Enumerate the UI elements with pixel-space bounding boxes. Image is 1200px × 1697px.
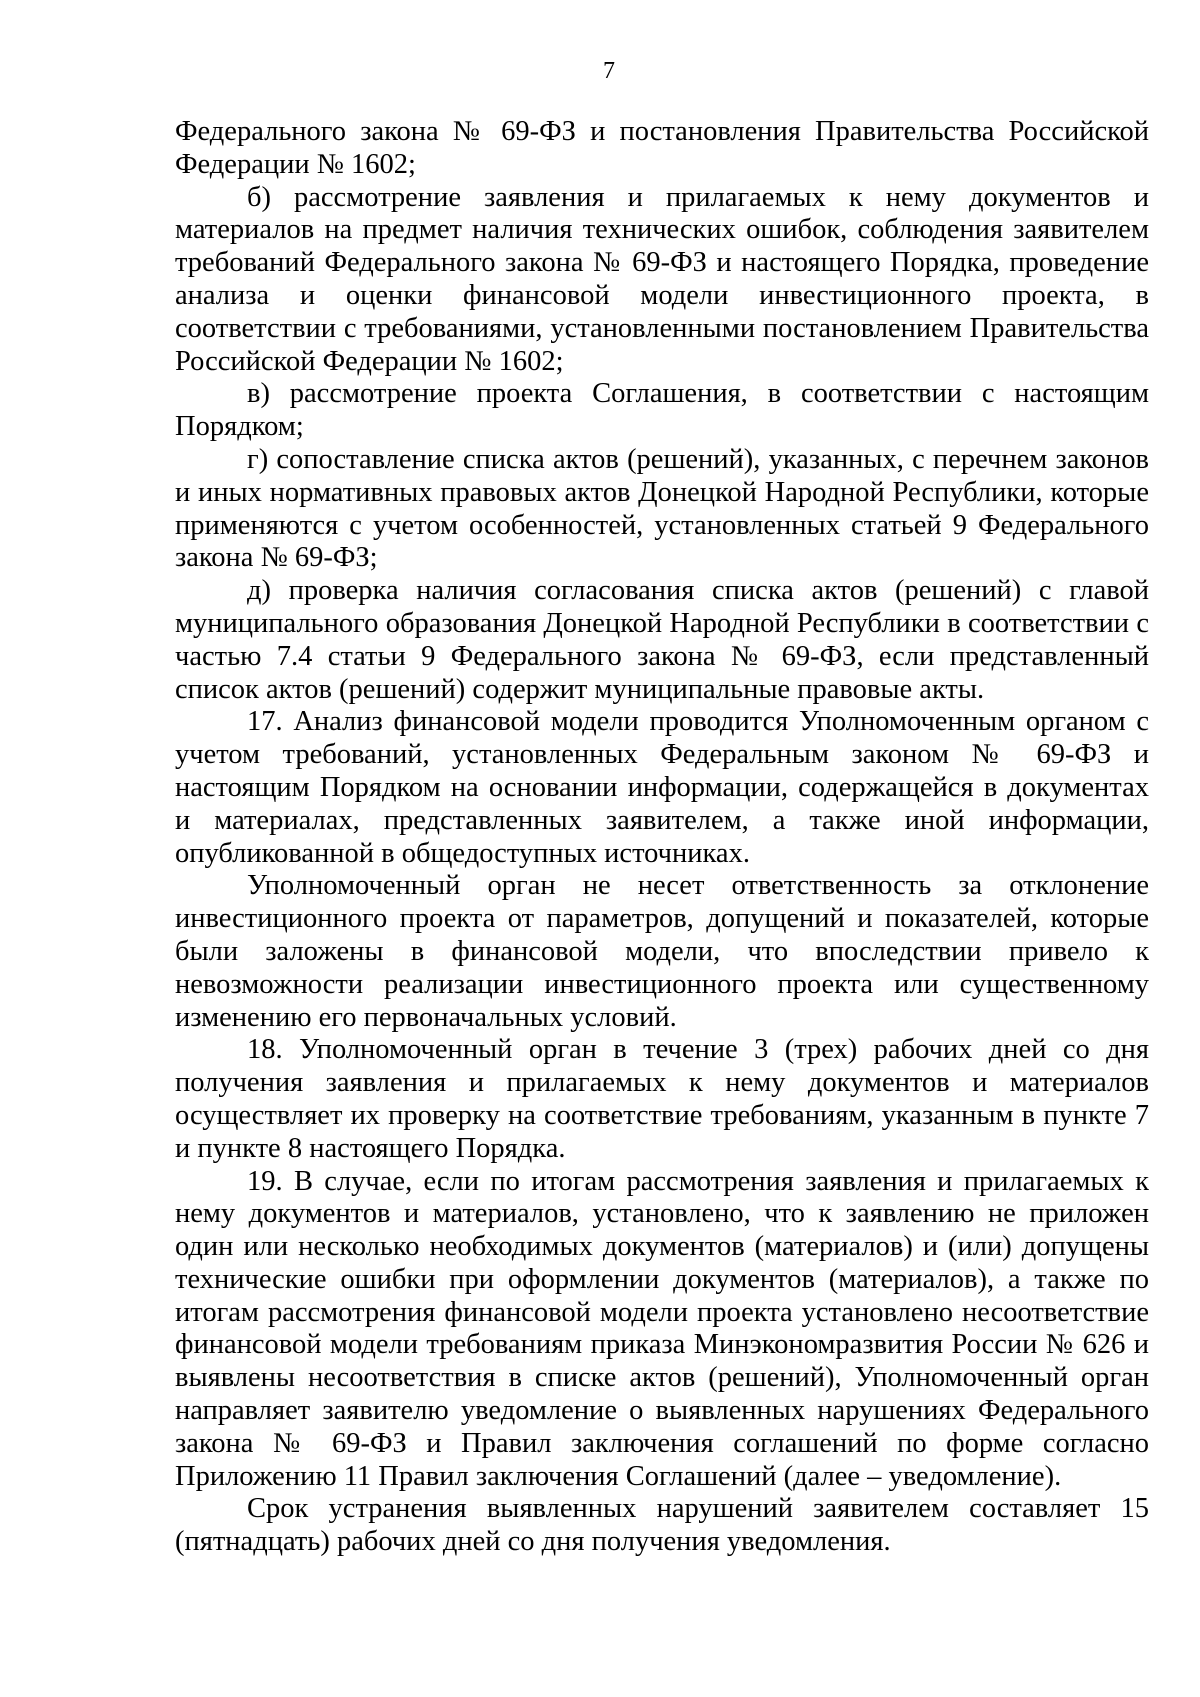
document-body <box>175 116 1149 1559</box>
paragraph-item-d: д) проверка наличия согласования списка актов (решений) с главой муниципального образования Донецкой Народной Республики в соответствии с частью 7.4 статьи 9 Федерального закона № 69-ФЗ, если представленный список актов (решений) содержит муниципальные правовые акты. <box>175 575 1149 705</box>
paragraph-continuation: Федерального закона № 69-ФЗ и постановления Правительства Российской Федерации № 1602; <box>175 116 1149 180</box>
paragraph-section-17: 17. Анализ финансовой модели проводится Уполномоченным органом с учетом требований, установленных Федеральным законом № 69-ФЗ и настоящим Порядком на основании информации, содержащейся в документах и материалах, представленных заявителем, а также иной информации, опубликованной в общедоступных источниках. <box>175 706 1149 869</box>
paragraph-section-17-liability: Уполномоченный орган не несет ответственность за отклонение инвестиционного проекта от параметров, допущений и показателей, которые были заложены в финансовой модели, что впоследствии привело к невозможности реализации инвестиционного проекта или существенному изменению его первоначальных условий. <box>175 870 1149 1033</box>
paragraph-section-19: 19. В случае, если по итогам рассмотрения заявления и прилагаемых к нему документов и материалов, установлено, что к заявлению не приложен один или несколько необходимых документов (материалов) и (или) допущены технические ошибки при оформлении документов (материалов), а также по итогам рассмотрения финансовой модели проекта установлено несоответствие финансовой модели требованиям приказа Минэкономразвития России № 626 и выявлены несоответствия в списке актов (решений), Уполномоченный орган направляет заявителю уведомление о выявленных нарушениях Федерального закона № 69-ФЗ и Правил заключения соглашений по форме согласно Приложению 11 Правил заключения Соглашений (далее – уведомление). <box>175 1165 1149 1492</box>
paragraph-item-v: в) рассмотрение проекта Соглашения, в соответствии с настоящим Порядком; <box>175 378 1149 443</box>
page-number: 7 <box>603 58 615 84</box>
paragraph-section-19-deadline: Срок устранения выявленных нарушений заявителем составляет 15 (пятнадцать) рабочих дней со дня получения уведомления. <box>175 1493 1149 1558</box>
paragraph-section-18: 18. Уполномоченный орган в течение 3 (трех) рабочих дней со дня получения заявления и прилагаемых к нему документов и материалов осуществляет их проверку на соответствие требованиям, указанным в пункте 7 и пункте 8 настоящего Порядка. <box>175 1034 1149 1164</box>
paragraph-item-g: г) сопоставление списка актов (решений), указанных, с перечнем законов и иных нормативных правовых актов Донецкой Народной Республики, которые применяются с учетом особенностей, установленных статьей 9 Федерального закона № 69-ФЗ; <box>175 443 1149 574</box>
paragraph-item-b: б) рассмотрение заявления и прилагаемых к нему документов и материалов на предмет наличия технических ошибок, соблюдения заявителем требований Федерального закона № 69-ФЗ и настоящего Порядка, проведение анализа и оценки финансовой модели инвестиционного проекта, в соответствии с требованиями, установленными постановлением Правительства Российской Федерации № 1602; <box>175 181 1149 377</box>
